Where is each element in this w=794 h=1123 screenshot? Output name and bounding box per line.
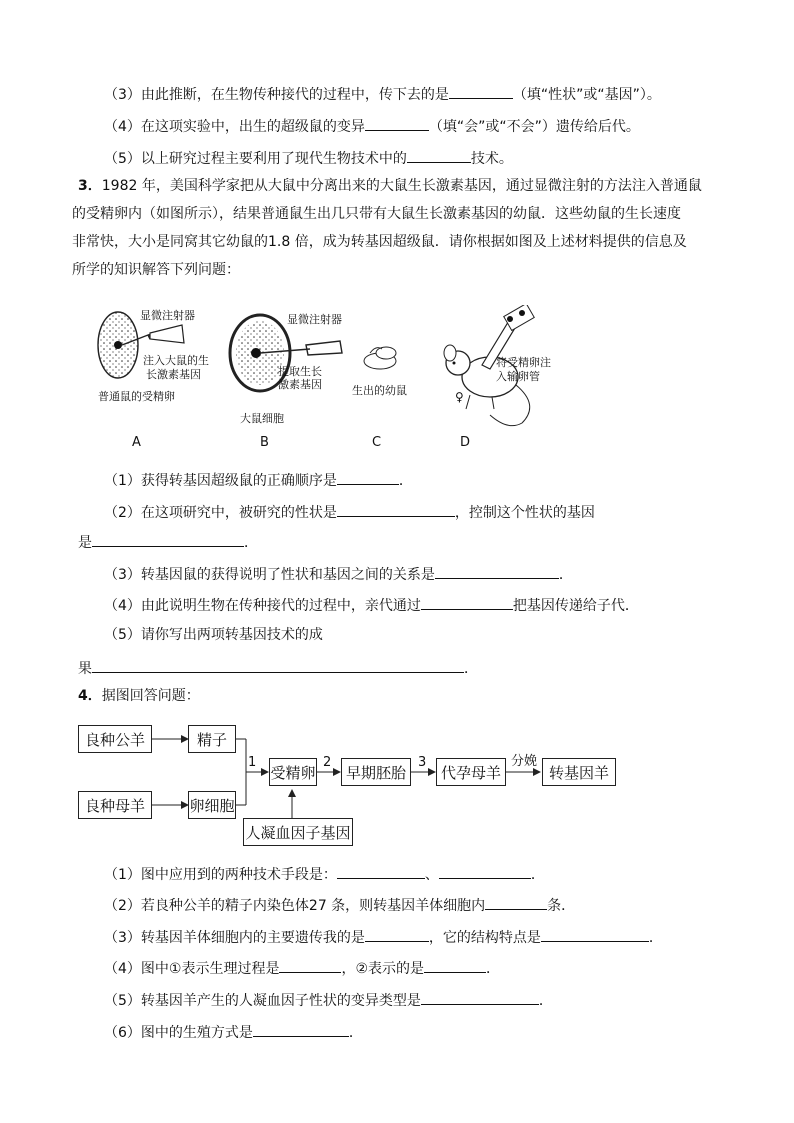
answer-blank[interactable]	[407, 146, 471, 163]
answer-blank[interactable]	[279, 956, 341, 973]
answer-blank[interactable]	[424, 956, 486, 973]
flow-node-ewe: 良种母羊	[78, 791, 152, 819]
fig-label: 显微注射器	[140, 309, 195, 322]
q3-item-3: （3）转基因鼠的获得说明了性状和基因之间的关系是 ．	[104, 562, 794, 585]
flow-node-gene: 人凝血因子基因	[243, 818, 353, 846]
step-label: 2	[323, 755, 332, 770]
q3-item-2-cont: 是 ．	[78, 530, 794, 553]
fig-label: 激素基因	[278, 378, 322, 391]
fig-caption: A	[132, 435, 141, 450]
answer-blank[interactable]	[365, 925, 429, 942]
q3-item-5: （5）请你写出两项转基因技术的成	[104, 627, 323, 643]
answer-blank[interactable]	[485, 893, 547, 910]
fig-caption: D	[460, 435, 471, 450]
q2-item-5: （5）以上研究过程主要利用了现代生物技术中的 技术。	[104, 146, 794, 169]
answer-blank[interactable]	[337, 468, 399, 485]
answer-blank[interactable]	[541, 925, 649, 942]
q4-flowchart	[78, 718, 658, 858]
question-number: 3．	[78, 178, 102, 194]
q3-item-4: （4）由此说明生物在传种接代的过程中，亲代通过 把基因传递给子代．	[104, 593, 794, 616]
flow-node-ram: 良种公羊	[78, 725, 152, 753]
answer-blank[interactable]	[92, 530, 244, 547]
q3-item-2: （2）在这项研究中，被研究的性状是 ，控制这个性状的基因	[104, 500, 794, 523]
answer-blank[interactable]	[421, 593, 513, 610]
fig-caption: C	[372, 435, 382, 450]
q3-item-5-cont: 果 ．	[78, 656, 794, 679]
q4-item-3: （3）转基因羊体细胞内的主要遗传我的是 ，它的结构特点是 ．	[104, 925, 794, 948]
q3-item-1: （1）获得转基因超级鼠的正确顺序是 ．	[104, 468, 794, 491]
q4-item-2: （2）若良种公羊的精子内染色体27 条，则转基因羊体细胞内 条．	[104, 893, 794, 916]
flow-node-zygote: 受精卵	[269, 758, 317, 786]
q4-item-4: （4）图中①表示生理过程是 ，②表示的是 ．	[104, 956, 794, 979]
flow-node-result: 转基因羊	[542, 758, 616, 786]
fig-label: 长激素基因	[146, 368, 201, 381]
nucleus-a	[114, 341, 122, 349]
fig-label: 将受精卵注	[496, 356, 551, 369]
q4-stem: 4．据图回答问题：	[78, 688, 200, 704]
fig-label: 大鼠细胞	[240, 412, 284, 425]
flow-node-embryo: 早期胚胎	[341, 758, 411, 786]
fig-caption: B	[260, 435, 269, 450]
answer-blank[interactable]	[449, 82, 513, 99]
fig-label: 生出的幼鼠	[352, 384, 407, 397]
answer-blank[interactable]	[439, 862, 531, 879]
flow-node-egg: 卵细胞	[188, 791, 236, 819]
fig-label: 显微注射器	[287, 313, 342, 326]
answer-blank[interactable]	[365, 114, 429, 131]
answer-blank[interactable]	[421, 988, 539, 1005]
flow-node-surrogate: 代孕母羊	[436, 758, 506, 786]
answer-blank[interactable]	[337, 500, 455, 517]
answer-blank[interactable]	[92, 656, 464, 673]
answer-blank[interactable]	[337, 862, 425, 879]
q3-stem: 3．1982 年，美国科学家把从大鼠中分离出来的大鼠生长激素基因，通过显微注射的方法注入普通鼠 的受精卵内（如图所示），结果普通鼠生出几只带有大鼠生长激素基因的幼鼠．这些幼鼠的生长速度 非常快，大小是同窝其它幼鼠的1.8 倍，成为转基因超级鼠．请你根据如图及上述材料提供的信息及 所学的知识解答下列问题：	[72, 178, 702, 278]
fig-label: 注入大鼠的生	[143, 354, 209, 367]
step-label: 3	[418, 755, 427, 770]
female-symbol: ♀	[455, 390, 464, 404]
q4-item-6: （6）图中的生殖方式是 ．	[104, 1020, 794, 1043]
q2-item-4: （4）在这项实验中，出生的超级鼠的变异 （填“会”或“不会”）遗传给后代。	[104, 114, 794, 137]
q2-item-3: （3）由此推断，在生物传种接代的过程中，传下去的是 （填“性状”或“基因”）。	[104, 82, 794, 105]
answer-blank[interactable]	[253, 1020, 349, 1037]
step-label: 分娩	[511, 754, 538, 769]
answer-blank[interactable]	[435, 562, 559, 579]
newborn-mice-icon	[364, 347, 396, 369]
fig-label: 入输卵管	[496, 370, 540, 383]
fig-label: 普通鼠的受精卵	[98, 390, 175, 403]
q4-item-5: （5）转基因羊产生的人凝血因子性状的变异类型是 ．	[104, 988, 794, 1011]
step-label: 1	[248, 755, 257, 770]
question-number: 4．	[78, 688, 102, 704]
fig-label: 提取生长	[278, 365, 322, 378]
q4-item-1: （1）图中应用到的两种技术手段是： 、 ．	[104, 862, 794, 885]
flow-node-sperm: 精子	[188, 725, 236, 753]
